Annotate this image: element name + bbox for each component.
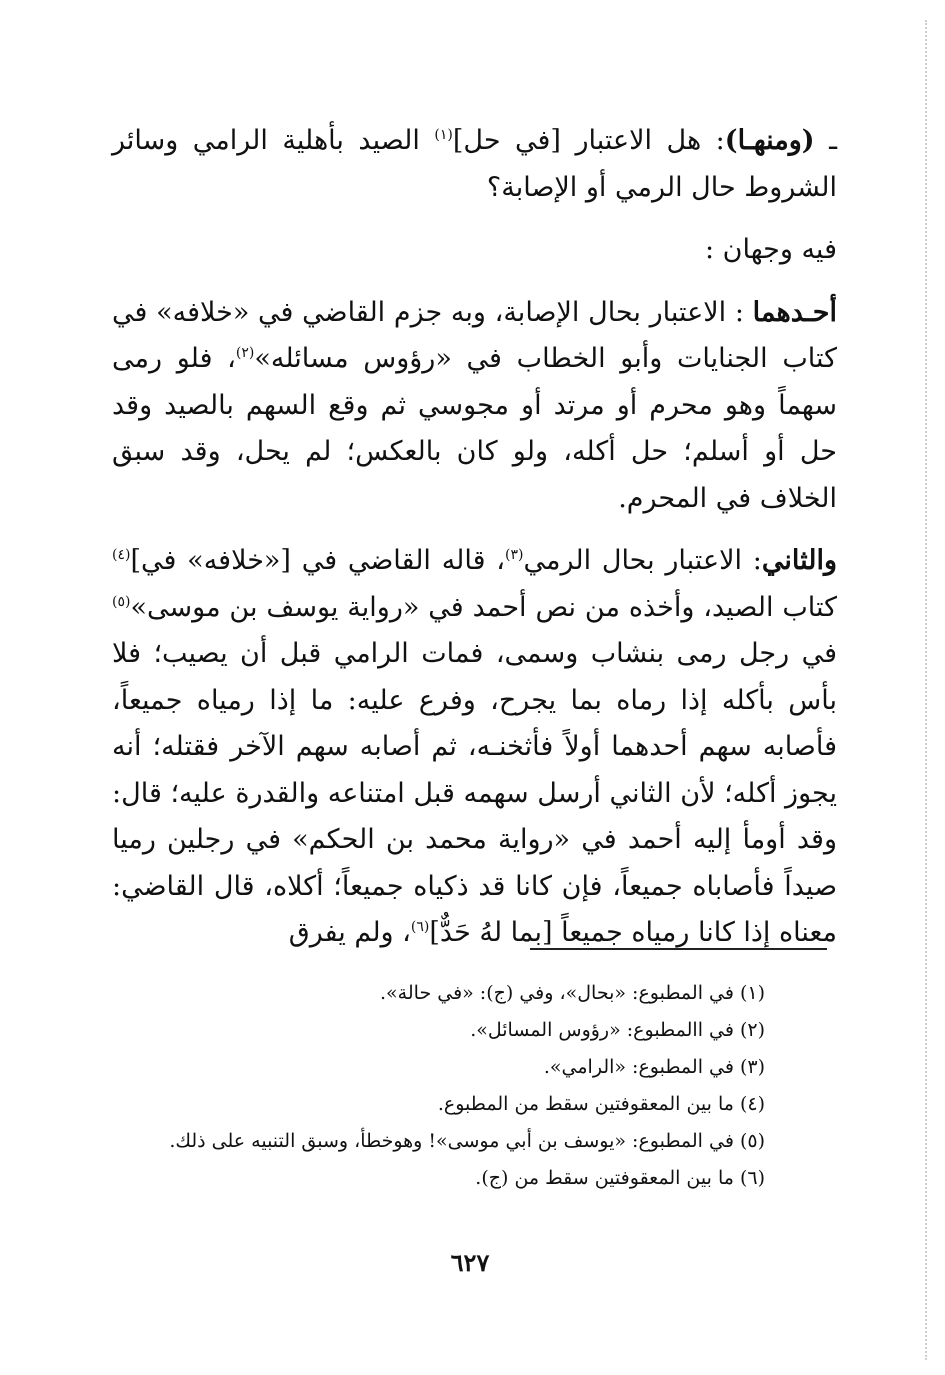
question-text-1: : هل الاعتبار [في حل] bbox=[452, 125, 725, 156]
footnote-number: (٤) bbox=[739, 1093, 765, 1115]
footnote-text: في االمطبوع: «رؤوس المسائل». bbox=[470, 1019, 734, 1041]
second-view-lead: والثاني bbox=[761, 545, 838, 576]
footnote-text: ما بين المعقوفتين سقط من (ج). bbox=[475, 1167, 734, 1189]
first-view-lead: أحـدهما bbox=[752, 296, 837, 328]
footnote-number: (٥) bbox=[739, 1130, 765, 1152]
first-view-text-1: : الاعتبار بحال الإصابة، وبه جزم القاضي في «خلافه» في كتاب الجنايات وأبو الخطاب في «رؤوس مسائله» bbox=[112, 296, 837, 374]
page-number: ٦٢٧ bbox=[450, 1248, 490, 1277]
main-text bbox=[112, 118, 837, 957]
question-dash: ـ bbox=[829, 125, 837, 156]
intro-paragraph: فيه وجهان : bbox=[704, 234, 837, 265]
second-view-text-2: ، قاله القاضي في [«خلافه» في] bbox=[130, 545, 506, 576]
footnote-number: (٣) bbox=[739, 1056, 765, 1078]
footnote-text: في المطبوع: «بحال»، وفي (ج): «في حالة». bbox=[380, 982, 734, 1004]
footnote-text: في المطبوع: «الرامي». bbox=[543, 1056, 734, 1078]
second-view-paragraph bbox=[112, 538, 837, 957]
footnote-2 bbox=[115, 1012, 765, 1049]
first-view-text-2: ، فلو رمى سهماً وهو محرم أو مرتد أو مجوسي ثم وقع السهم بالصيد وقد حل أو أسلم؛ حل أكله، ولو كان بالعكس؛ لم يحل، وقد سبق الخلاف في المحرم. bbox=[112, 343, 837, 514]
question-text-2: الصيد بأهلية الرامي وسائر الشروط حال الرمي أو الإصابة؟ bbox=[112, 125, 837, 203]
footnote-separator bbox=[530, 948, 827, 950]
footnote-ref-5[interactable]: (٥) bbox=[112, 593, 131, 610]
footnote-ref-1[interactable]: (١) bbox=[434, 127, 453, 143]
scan-edge-dots bbox=[923, 20, 927, 1360]
second-view-text-5: ، ولم يفرق bbox=[288, 917, 411, 948]
footnote-4 bbox=[115, 1086, 765, 1123]
question-lead: (ومنهـا) bbox=[724, 125, 815, 156]
footnote-ref-3[interactable]: (٣) bbox=[505, 547, 524, 563]
footnote-text: ما بين المعقوفتين سقط من المطبوع. bbox=[437, 1093, 734, 1115]
second-view-text-1: : الاعتبار بحال الرمي bbox=[523, 545, 762, 576]
footnote-ref-6[interactable]: (٦) bbox=[410, 919, 430, 935]
footnote-number: (١) bbox=[739, 982, 765, 1004]
footnote-number: (٢) bbox=[739, 1019, 765, 1041]
footnote-1 bbox=[115, 975, 765, 1012]
footnote-text: في المطبوع: «يوسف بن أبي موسى»! وهوخطأ، وسبق التنبيه على ذلك. bbox=[169, 1130, 734, 1152]
footnote-3 bbox=[115, 1049, 765, 1086]
footnote-6 bbox=[115, 1160, 765, 1197]
question-paragraph bbox=[112, 118, 837, 211]
footnote-ref-2[interactable]: (٢) bbox=[235, 345, 255, 361]
second-view-text-3: كتاب الصيد، وأخذه من نص أحمد في «رواية يوسف بن موسى» bbox=[130, 591, 837, 623]
first-view-paragraph bbox=[112, 290, 837, 523]
footnote-5 bbox=[115, 1123, 765, 1160]
second-view-text-4: في رجل رمى بنشاب وسمى، فمات الرامي قبل أن يصيب؛ فلا بأس بأكله إذا رماه بما يجرح، وفرع عليه: ما إذا رمياه جميعاً، فأصابه سهم أحدهما أولاً فأثخنـه، ثم أصابه سهم الآخر فقتله؛ أنه يجوز أكله؛ لأن الثاني أرسل سهمه قبل امتناعه والقدرة عليه؛ قال: وقد أومأ إليه أحمد في «رواية محمد بن الحكم» في رجلين رميا صيداً فأصاباه جميعاً، فإن كانا قد ذكياه جميعاً؛ أكلاه، قال القاضي: معناه إذا كانا رمياه جميعاً [بما لهُ حَدٌّ] bbox=[112, 638, 837, 948]
footnotes bbox=[115, 975, 765, 1197]
footnote-ref-4[interactable]: (٤) bbox=[112, 547, 131, 563]
footnote-number: (٦) bbox=[739, 1167, 765, 1189]
